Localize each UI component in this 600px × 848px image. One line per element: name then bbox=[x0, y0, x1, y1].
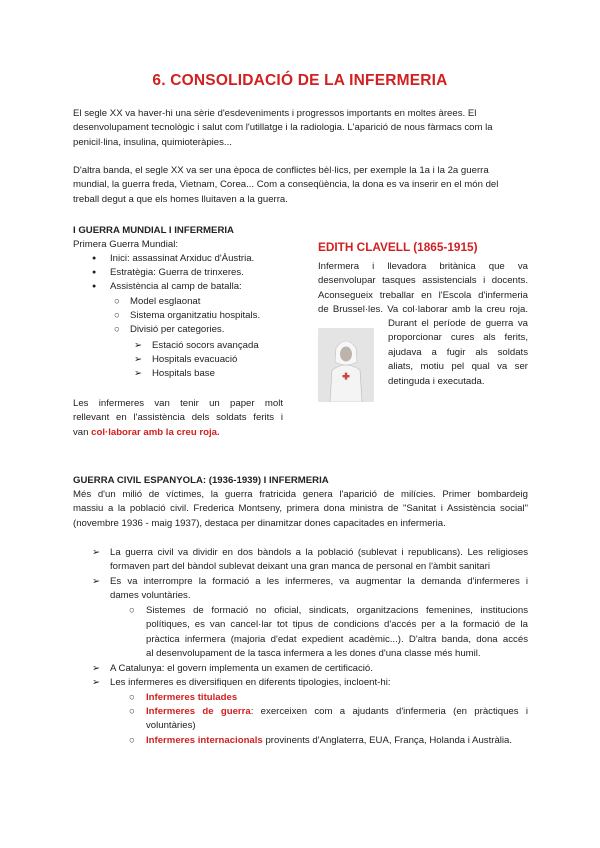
spain-bullet-1 bbox=[110, 546, 528, 575]
ww1-subtitle: Primera Guerra Mundial: bbox=[73, 239, 179, 250]
disc-bullet-icon: ● bbox=[92, 269, 97, 276]
type-guerra-cont: voluntàries) bbox=[146, 720, 196, 732]
type-internacionals bbox=[146, 734, 512, 748]
ww1-closing-prefix: van bbox=[73, 426, 92, 438]
ww1-subitem: Divisió per categories. bbox=[130, 324, 225, 335]
ww1-item: Assistència al camp de batalla: bbox=[110, 281, 242, 292]
arrow-bullet-icon: ➢ bbox=[134, 368, 143, 379]
spain-bullet-2 bbox=[110, 575, 528, 604]
arrow-bullet-icon: ➢ bbox=[92, 576, 101, 587]
arrow-bullet-icon: ➢ bbox=[134, 340, 143, 351]
spain-b1-line: formaven part del bàndol sublevat deixant una gran manca de personal en l'àmbit sanitari bbox=[110, 561, 490, 573]
type-titulades: Infermeres titulades bbox=[146, 692, 238, 703]
spain-b2-sub-line: Sistemes de formació no oficial, sindicats, organitzacions femenines, institucions bbox=[146, 605, 528, 616]
type-guerra-line bbox=[146, 705, 528, 719]
ww1-subsubitem: Estació socors avançada bbox=[152, 340, 259, 351]
type-internacionals-desc: provinents d'Anglaterra, EUA, França, Holanda i Austràlia. bbox=[262, 735, 513, 746]
circle-bullet-icon: ○ bbox=[129, 706, 135, 717]
ww1-heading: I GUERRA MUNDIAL I INFERMERIA bbox=[73, 225, 234, 236]
circle-bullet-icon: ○ bbox=[114, 296, 120, 307]
type-guerra bbox=[146, 705, 528, 734]
ww1-subitem: Model esglaonat bbox=[130, 296, 201, 307]
clavell-side-line: ajudava a fugir als soldats bbox=[388, 346, 528, 358]
spain-b1-line: La guerra civil va dividir en dos bàndols a la població (sublevat i republicans). Les religioses bbox=[110, 547, 528, 558]
arrow-bullet-icon: ➢ bbox=[134, 354, 143, 365]
spain-bullet-4: Les infermeres es diversifiquen en diferents tipologies, incloent-hi: bbox=[110, 677, 391, 688]
clavell-title: EDITH CLAVELL (1865-1915) bbox=[318, 240, 478, 254]
circle-bullet-icon: ○ bbox=[129, 692, 135, 703]
spain-intro bbox=[73, 488, 528, 531]
clavell-line: desenvolupar tasques assistencials i docents. bbox=[318, 275, 528, 287]
spain-b2-line: dames voluntàries. bbox=[110, 590, 191, 602]
clavell-side-line: Durant el període de guerra va bbox=[388, 318, 528, 329]
ww1-closing bbox=[73, 397, 283, 440]
intro-paragraph-1 bbox=[73, 107, 528, 150]
ww1-subsubitem: Hospitals base bbox=[152, 368, 215, 379]
arrow-bullet-icon: ➢ bbox=[92, 677, 101, 688]
circle-bullet-icon: ○ bbox=[129, 605, 135, 616]
spain-intro-line: massiu a la població civil. Frederica Montseny, primera dona ministra de "Sanitat i Assistència social" bbox=[73, 503, 528, 515]
spain-bullet-2-sub bbox=[146, 604, 528, 662]
disc-bullet-icon: ● bbox=[92, 283, 97, 290]
spain-intro-line: (novembre 1936 - maig 1937), destaca per dinamitzar dones capacitades en infermeria. bbox=[73, 517, 446, 529]
clavell-line: Aconsegueix treballar en l'Escola d'infermeria bbox=[318, 289, 528, 301]
intro-p1-line: penicil·lina, insulina, quimioteràpies... bbox=[73, 136, 232, 148]
ww1-closing-line: rellevant en l'assistència dels soldats ferits i bbox=[73, 412, 283, 424]
spain-b2-sub-line: pràctica infermera (majoria d'edat expedient acadèmic...). D'altra banda, dona accés bbox=[146, 633, 528, 645]
clavell-line: de Brussel·les. Va col·laborar amb la creu roja. bbox=[318, 304, 528, 316]
intro-p1-line: desenvolupament tecnològic i salut com l'utillatge i la radiologia. L'aparició de nous fàrmacs com la bbox=[73, 122, 493, 134]
ww1-subitem: Sistema organitzatiu hospitals. bbox=[130, 310, 261, 321]
clavell-side-text bbox=[388, 317, 528, 389]
edith-clavell-photo bbox=[318, 328, 374, 402]
page-title: 6. CONSOLIDACIÓ DE LA INFERMERIA bbox=[152, 72, 448, 89]
ww1-subsubitem: Hospitals evacuació bbox=[152, 354, 238, 365]
intro-p2-line: mundial, la guerra freda, Vietnam, Corea... Com a conseqüència, la dona es va inserir en el món del bbox=[73, 179, 499, 191]
intro-p2-line: D'altra banda, el segle XX va ser una època de conflictes bèl·lics, per exemple la 1a i la 2a guerra bbox=[73, 165, 489, 176]
clavell-side-line: proporcionar cures als ferits, bbox=[388, 332, 528, 344]
ww1-closing-highlight: col·laborar amb la creu roja. bbox=[91, 426, 220, 438]
clavell-side-line: detinguda i executada. bbox=[388, 375, 485, 387]
clavell-line: Infermera i llevadora britànica que va bbox=[318, 261, 528, 272]
circle-bullet-icon: ○ bbox=[114, 310, 120, 321]
circle-bullet-icon: ○ bbox=[129, 735, 135, 746]
arrow-bullet-icon: ➢ bbox=[92, 547, 101, 558]
spain-heading: GUERRA CIVIL ESPANYOLA: (1936-1939) I INFERMERIA bbox=[73, 475, 329, 486]
spain-b2-sub-line: al desenvolupament de la tasca infermera a les dones d'una classe més humil. bbox=[146, 648, 481, 660]
circle-bullet-icon: ○ bbox=[114, 324, 120, 335]
disc-bullet-icon: ● bbox=[92, 255, 97, 262]
nurse-portrait-icon bbox=[318, 328, 374, 402]
ww1-closing-line bbox=[73, 426, 283, 440]
arrow-bullet-icon: ➢ bbox=[92, 663, 101, 674]
ww1-item: Inici: assassinat Arxiduc d'Àustria. bbox=[110, 253, 255, 264]
type-internacionals-label: Infermeres internacionals bbox=[146, 735, 263, 746]
spain-b2-line: Es va interrompre la formació a les infermeres, va augmentar la demanda d'infermeres i bbox=[110, 576, 528, 587]
intro-p1-line: El segle XX va haver-hi una sèrie d'esdeveniments i progressos importants en moltes àrees. El bbox=[73, 108, 477, 119]
intro-paragraph-2 bbox=[73, 164, 528, 207]
ww1-item: Estratègia: Guerra de trinxeres. bbox=[110, 267, 244, 278]
spain-bullet-3: A Catalunya: el govern implementa un examen de certificació. bbox=[110, 663, 373, 674]
type-guerra-label: Infermeres de guerra bbox=[146, 706, 251, 717]
type-guerra-desc: : exerceixen com a ajudants d'infermeria (en pràctiques i bbox=[250, 706, 528, 717]
spain-b2-sub-line: polítiques, es van cancel·lar tot tipus de condicions d'accés per a la formació de la bbox=[146, 619, 528, 631]
clavell-side-line: aliats, motiu pel qual va ser bbox=[388, 361, 528, 373]
spain-intro-line: Més d'un milió de víctimes, la guerra fratricida genera l'aparició de milícies. Primer bombardeig bbox=[73, 489, 528, 500]
clavell-bio bbox=[318, 260, 528, 318]
ww1-closing-line: Les infermeres van tenir un paper molt bbox=[73, 398, 283, 409]
intro-p2-line: treball degut a que els homes lluitaven a la guerra. bbox=[73, 193, 288, 205]
